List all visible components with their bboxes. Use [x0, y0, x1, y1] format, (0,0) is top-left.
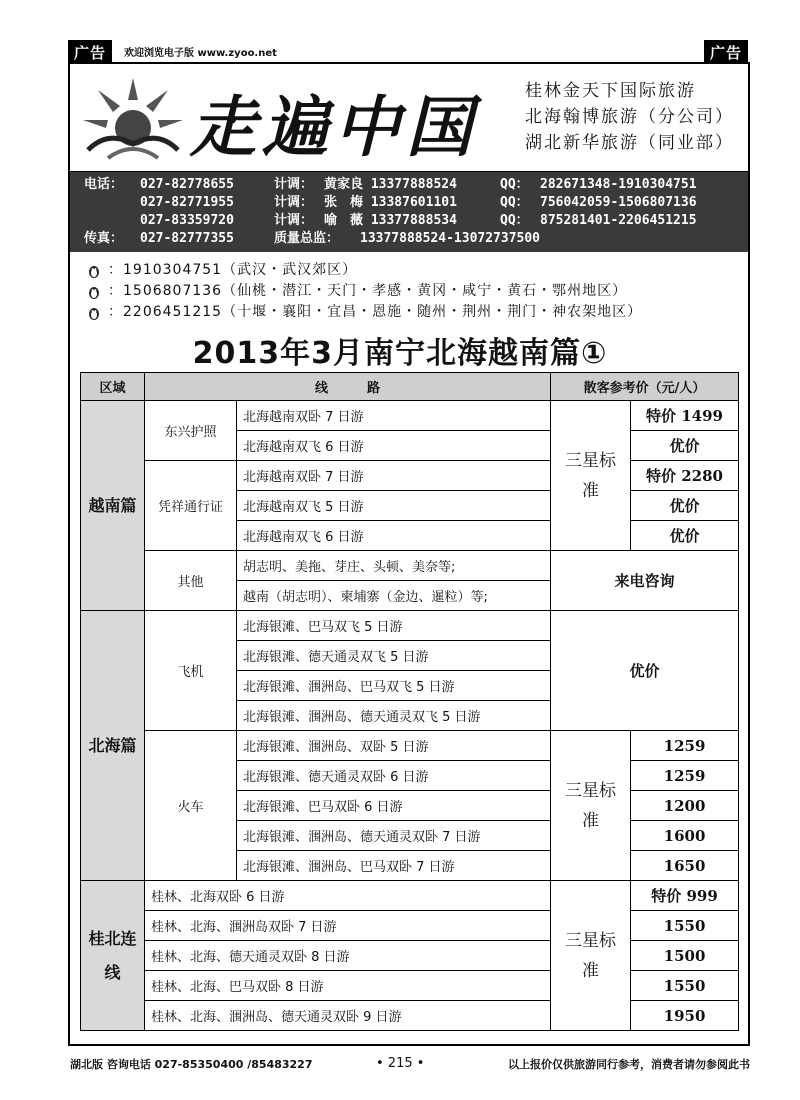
price-cell: 1550 — [631, 911, 739, 941]
qq-region-line — [86, 281, 642, 302]
qq-region-text: ：1910304751（武汉・武汉郊区） — [108, 262, 358, 278]
region-vietnam: 越南篇 — [81, 401, 145, 611]
ad-tag-right: 广告 — [704, 40, 748, 65]
route-cell: 北海银滩、涠洲岛、德天通灵双飞 5 日游 — [237, 701, 551, 731]
route-cell: 北海银滩、涠洲岛、德天通灵双卧 7 日游 — [237, 821, 551, 851]
header-route: 线 路 — [145, 373, 551, 401]
dispatch-label: 计调： — [274, 177, 314, 192]
route-cell: 桂林、北海、德天通灵双卧 8 日游 — [145, 941, 551, 971]
price-cell: 优价 — [551, 611, 739, 731]
table-row — [81, 611, 739, 641]
table-row — [81, 881, 739, 911]
sub-category: 其他 — [145, 551, 237, 611]
phone-number: 027-82771955 — [140, 195, 234, 210]
qq-number: 875281401-2206451215 — [540, 213, 697, 228]
price-cell: 1550 — [631, 971, 739, 1001]
fax-label: 传真： — [84, 231, 124, 246]
qq-label: QQ： — [500, 213, 529, 228]
route-cell: 北海银滩、德天通灵双飞 5 日游 — [237, 641, 551, 671]
price-cell: 1259 — [631, 761, 739, 791]
route-cell: 北海越南双卧 7 日游 — [237, 461, 551, 491]
dispatcher: 黄家良 13377888524 — [324, 177, 457, 192]
table-row — [81, 731, 739, 761]
table-row — [81, 461, 739, 491]
price-cell: 1950 — [631, 1001, 739, 1031]
route-cell: 北海银滩、涠洲岛、巴马双卧 7 日游 — [237, 851, 551, 881]
route-cell: 北海银滩、巴马双卧 6 日游 — [237, 791, 551, 821]
price-cell: 1259 — [631, 731, 739, 761]
qq-region-list — [86, 260, 642, 323]
standard-cell: 三星标准 — [551, 881, 631, 1031]
route-cell: 桂林、北海双卧 6 日游 — [145, 881, 551, 911]
qq-label: QQ： — [500, 195, 529, 210]
qq-region-text: ：1506807136（仙桃・潜江・天门・孝感・黄冈・咸宁・黄石・鄂州地区） — [108, 283, 628, 299]
table-row — [81, 401, 739, 431]
table-row — [81, 971, 739, 1001]
penguin-icon — [86, 305, 102, 321]
price-cell: 优价 — [631, 431, 739, 461]
qq-region-line — [86, 302, 642, 323]
agency-line: 北海翰博旅游（分公司） — [525, 107, 734, 127]
qq-label: QQ： — [500, 177, 529, 192]
route-cell: 越南（胡志明）、柬埔寨（金边、暹粒）等; — [237, 581, 551, 611]
table-row — [81, 551, 739, 581]
phone-label: 电话： — [84, 177, 124, 192]
brand-name: 走遍中国 — [190, 88, 478, 166]
route-cell: 北海越南双飞 6 日游 — [237, 521, 551, 551]
table-row — [81, 911, 739, 941]
phone-number: 027-82778655 — [140, 177, 234, 192]
sub-category: 火车 — [145, 731, 237, 881]
fax-number: 027-82777355 — [140, 231, 234, 246]
table-row — [81, 941, 739, 971]
contact-bar — [70, 172, 748, 252]
ad-tag-left: 广告 — [68, 40, 112, 65]
qq-region-line — [86, 260, 642, 281]
standard-cell: 三星标准 — [551, 401, 631, 551]
footer-left: 湖北版 咨询电话 027-85350400 /85483227 — [70, 1058, 313, 1071]
route-cell: 桂林、北海、巴马双卧 8 日游 — [145, 971, 551, 1001]
price-cell: 1500 — [631, 941, 739, 971]
header-banner — [70, 64, 748, 172]
agency-line: 湖北新华旅游（同业部） — [525, 133, 734, 153]
standard-cell: 三星标准 — [551, 731, 631, 881]
page-number: • 215 • — [376, 1056, 425, 1071]
footer-right: 以上报价仅供旅游同行参考，消费者请勿参阅此书 — [508, 1058, 750, 1071]
price-cell: 1200 — [631, 791, 739, 821]
sub-category: 飞机 — [145, 611, 237, 731]
route-cell: 胡志明、美拖、芽庄、头顿、美奈等; — [237, 551, 551, 581]
route-cell: 北海银滩、巴马双飞 5 日游 — [237, 611, 551, 641]
qq-number: 282671348-1910304751 — [540, 177, 697, 192]
sub-category: 东兴护照 — [145, 401, 237, 461]
price-cell: 特价 1499 — [631, 401, 739, 431]
table-row — [81, 1001, 739, 1031]
route-cell: 北海银滩、涠洲岛、双卧 5 日游 — [237, 731, 551, 761]
dispatch-label: 计调： — [274, 195, 314, 210]
price-cell: 特价 2280 — [631, 461, 739, 491]
agency-line: 桂林金天下国际旅游 — [525, 81, 696, 101]
header-price: 散客参考价（元/人） — [551, 373, 739, 401]
route-cell: 北海越南双卧 7 日游 — [237, 401, 551, 431]
table-header-row — [81, 373, 739, 401]
price-cell: 1600 — [631, 821, 739, 851]
route-cell: 北海越南双飞 6 日游 — [237, 431, 551, 461]
welcome-text: 欢迎浏览电子版 www.zyoo.net — [124, 48, 277, 59]
penguin-icon — [86, 263, 102, 279]
header-region: 区域 — [81, 373, 145, 401]
qq-region-text: ：2206451215（十堰・襄阳・宜昌・恩施・随州・荆州・荆门・神农架地区） — [108, 304, 643, 320]
price-cell: 优价 — [631, 491, 739, 521]
sub-category: 凭祥通行证 — [145, 461, 237, 551]
penguin-icon — [86, 284, 102, 300]
dispatch-label: 计调： — [274, 213, 314, 228]
dispatcher: 喻 薇 13377888534 — [324, 213, 457, 228]
region-guibei: 桂北连线 — [81, 881, 145, 1031]
price-cell: 1650 — [631, 851, 739, 881]
sun-logo-icon — [78, 70, 188, 166]
route-cell: 北海越南双飞 5 日游 — [237, 491, 551, 521]
price-cell: 来电咨询 — [551, 551, 739, 611]
route-cell: 北海银滩、涠洲岛、巴马双飞 5 日游 — [237, 671, 551, 701]
route-cell: 北海银滩、德天通灵双卧 6 日游 — [237, 761, 551, 791]
price-cell: 特价 999 — [631, 881, 739, 911]
route-cell: 桂林、北海、涠洲岛、德天通灵双卧 9 日游 — [145, 1001, 551, 1031]
region-beihai: 北海篇 — [81, 611, 145, 881]
quality-label: 质量总监： — [274, 231, 340, 246]
qq-number: 756042059-1506807136 — [540, 195, 697, 210]
price-cell: 优价 — [631, 521, 739, 551]
agency-list — [525, 78, 734, 156]
price-table — [80, 372, 739, 1031]
route-cell: 桂林、北海、涠洲岛双卧 7 日游 — [145, 911, 551, 941]
dispatcher: 张 梅 13387601101 — [324, 195, 457, 210]
quality-number: 13377888524-13072737500 — [360, 231, 541, 246]
phone-number: 027-83359720 — [140, 213, 234, 228]
page-title: 2013年3月南宁北海越南篇① — [192, 336, 608, 371]
